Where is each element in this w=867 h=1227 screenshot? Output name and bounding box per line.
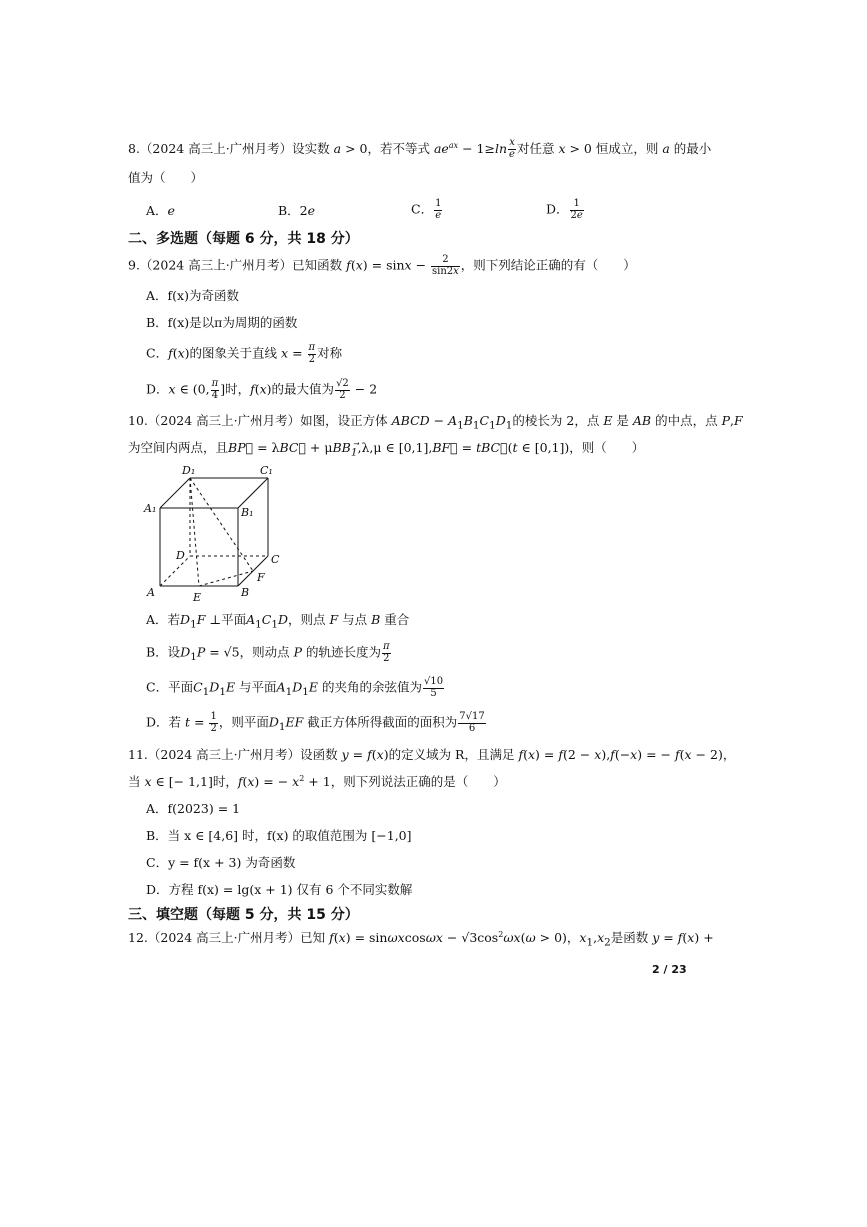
q11-line2: 当 x ∈ [− 1,1]时，f(x) = − $x^2 + 1$，则下列说法正确的是（ ） <box>128 774 506 790</box>
label-e: E <box>193 591 202 604</box>
q8-option-c: C． $\frac{1}{e}$ <box>411 198 442 221</box>
label-d1: D₁ <box>182 464 196 477</box>
q10-option-c: C．平面$C_1D_1E$ 与平面$A_1D_1E$ 的夹角的余弦值为 $\frac{√10}{5}$ <box>146 676 444 699</box>
cube-figure <box>140 460 290 605</box>
q9-stem: 9.（2024 高三上·广州月考）已知函数 f(x) = sinx − $\frac{2}{\sin 2x}$ ，则下列结论正确的有（ ） <box>128 254 636 277</box>
q8-option-a: A．e <box>146 203 175 218</box>
q11-option-d: D．方程 f(x) = lg(x + 1) 仅有 6 个不同实数解 <box>146 882 413 897</box>
edge-a1-d1 <box>160 478 190 508</box>
q9-option-a: A．f(x)为奇函数 <box>146 288 239 303</box>
label-c: C <box>271 553 280 566</box>
q11-option-b: B．当 x ∈ [4,6] 时，f(x) 的取值范围为 [−1,0] <box>146 828 412 843</box>
q10-option-d: D．若 t = $\frac{1}{2}$ ，则平面$D_1EF$ 截正方体所得截面的面积为 $\frac{7√17}{6}$ <box>146 711 485 734</box>
label-a: A <box>147 586 155 599</box>
q10-line1: 10.（2024 高三上·广州月考）如图，设正方体 ABCD − $A_1B_1C_1D_1$的棱长为 2，点 E 是 AB 的中点，点 P,F <box>128 413 743 432</box>
segment-d1-e <box>190 478 199 586</box>
edge-a-d <box>160 556 190 586</box>
q11-option-a: A．f(2023) = 1 <box>146 801 241 816</box>
q8-source: 8.（2024 高三上·广州月考）设实数 a > 0，若不等式 $ae^{ax} - 1\ge\ln$ $\frac{x}{e}$ 对任意 x > 0 恒成立，则 a 的最小 <box>128 137 712 160</box>
segment-d1-f <box>190 478 253 571</box>
q10-option-b: B．设$D_1P = √5$，则动点 P 的轨迹长度为 $\frac{\pi}{2}$ <box>146 641 390 664</box>
q11-option-c: C．y = f(x + 3) 为奇函数 <box>146 855 296 870</box>
q8-option-b: B．2e <box>278 203 316 218</box>
label-d: D <box>176 549 185 562</box>
label-a1: A₁ <box>144 502 157 515</box>
q8-line2: 值为（ ） <box>128 170 204 185</box>
label-c1: C₁ <box>260 464 273 477</box>
q8-option-d: D． $\frac{1}{2e}$ <box>546 198 583 221</box>
q9-option-c: C．f(x)的图象关于直线 x = $\frac{\pi}{2}$ 对称 <box>146 342 343 365</box>
section-heading-multiple-choice: 二、多选题（每题 6 分，共 18 分） <box>128 231 359 247</box>
q12-line1: 12.（2024 高三上·广州月考）已知 $f(x) = \sin\omega xcos\omega x - √3\cos^2\omega x(\omega > 0)$，$x_1,x_2$是函数 y = f(x) + <box>128 930 714 949</box>
q8-line1 <box>128 138 711 160</box>
q11-line1: 11.（2024 高三上·广州月考）设函数 y = f(x)的定义域为 R，且满足 f(x) = f(2 − x),f(−x) = − f(x − 2)， <box>128 747 736 762</box>
q9-option-d: D．x ∈ (0, $\frac{\pi}{4}$ ]时，f(x)的最大值为 $\frac{√2}{2}$ − 2 <box>146 378 378 401</box>
q10-line2: 为空间内两点，且BP⃗ = λBC⃗ + μBB$_1$,λ,μ ∈ [0,1],BF⃗ = tBC⃗(t ∈ [0,1])，则（ ） <box>128 440 645 459</box>
q10-option-a: A．若$D_1F$ ⊥平面$A_1C_1D$，则点 F 与点 B 重合 <box>146 612 410 631</box>
edge-b1-c1 <box>238 478 268 508</box>
page-number: 2 / 23 <box>652 963 687 976</box>
label-b1: B₁ <box>241 506 254 519</box>
label-f: F <box>257 571 265 584</box>
section-heading-fill-blank: 三、填空题（每题 5 分，共 15 分） <box>128 907 359 923</box>
label-b: B <box>241 586 250 599</box>
q9-option-b: B．f(x)是以π为周期的函数 <box>146 315 298 330</box>
